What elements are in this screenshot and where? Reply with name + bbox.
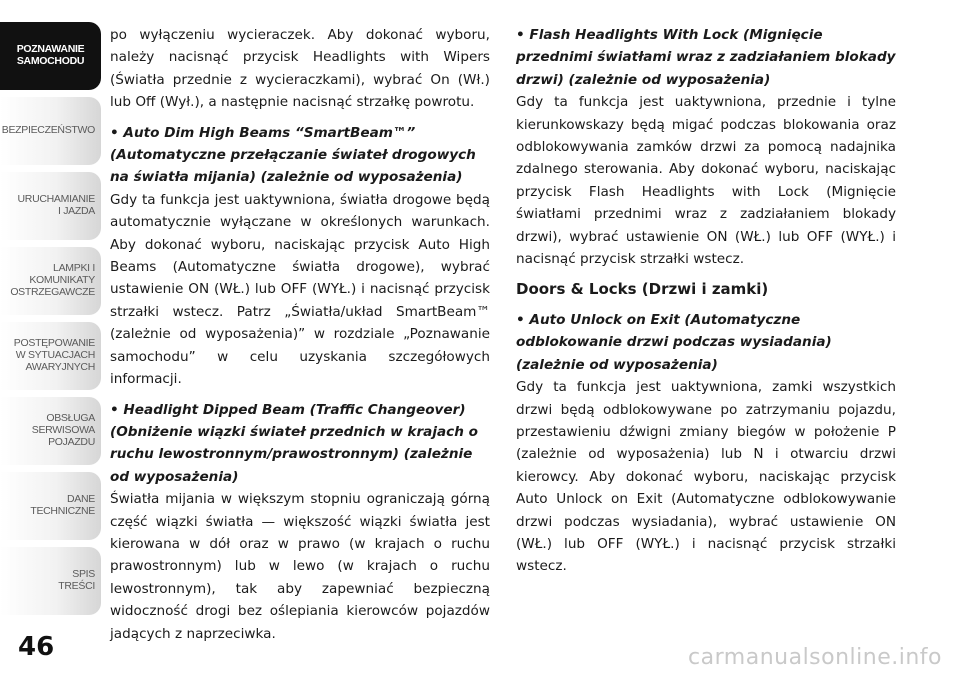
tab-lampki-i-komunikaty[interactable]: LAMPKI I KOMUNIKATY OSTRZEGAWCZE (0, 247, 101, 315)
page-number: 46 (18, 632, 55, 662)
paragraph: Gdy ta funkcja jest uaktywniona, światła drogowe będą automatycznie wyłączane w określonych warunkach. Aby dokonać wyboru, naciskając przycisk Auto High Beams (Automatyczne światła drogowe), wybrać ustawienie ON (WŁ.) lub OFF (WYŁ.) i nacisnąć przycisk strzałki wstecz. Patrz „Światła/układ SmartBeam™ (zależnie od wyposażenia)” w rozdziale „Poznawanie samochodu” w celu uzyskania szczegółowych informacji. (110, 191, 490, 388)
chapter-tabs (0, 22, 101, 622)
bullet-heading: • Headlight Dipped Beam (Traffic Changeover) (Obniżenie wiązki świateł przednich w krajach o ruchu lewostronnym/prawostronnym) (zależnie od wyposażenia) (110, 399, 490, 489)
right-column (516, 24, 896, 578)
tab-uruchamianie-i-jazda[interactable]: URUCHAMIANIE I JAZDA (0, 172, 101, 240)
tab-postepowanie-awaryjne[interactable]: POSTĘPOWANIE W SYTUACJACH AWARYJNYCH (0, 322, 101, 390)
paragraph: Światła mijania w większym stopniu ograniczają górną część wiązki światła — większość wiązki światła jest kierowana w dół oraz w prawo (w krajach o ruchu prawostronnym) lub w lewo (w krajach o ruchu lewostronnym), tak aby zapewniać bezpieczną widoczność drogi bez oślepiania kierowców pojazdów jadących z naprzeciwka. (110, 491, 490, 642)
paragraph: Gdy ta funkcja jest uaktywniona, przednie i tylne kierunkowskazy będą migać podczas blokowania oraz odblokowywania zamków drzwi za pomocą nadajnika zdalnego sterowania. Aby dokonać wyboru, naciskając przycisk Flash Headlights with Lock (Mignięcie światłami przednimi wraz z zadziałaniem blokady drzwi), wybrać ustawienie ON (WŁ.) lub OFF (WYŁ.) i nacisnąć przycisk strzałki wstecz. (516, 94, 896, 268)
tab-poznawanie-samochodu[interactable]: POZNAWANIE SAMOCHODU (0, 22, 101, 90)
bullet-heading: • Auto Dim High Beams “SmartBeam™” (Automatyczne przełączanie świateł drogowych na światła mijania) (zależnie od wyposażenia) (110, 122, 490, 189)
tab-dane-techniczne[interactable]: DANE TECHNICZNE (0, 472, 101, 540)
bullet-heading: • Auto Unlock on Exit (Automatyczne odblokowanie drzwi podczas wysiadania) (zależnie od wyposażenia) (516, 309, 896, 376)
watermark: carmanualsonline.info (688, 645, 942, 670)
section-heading: Doors & Locks (Drzwi i zamki) (516, 280, 769, 299)
tab-bezpieczenstwo[interactable]: BEZPIECZEŃSTWO (0, 97, 101, 165)
paragraph: po wyłączeniu wycieraczek. Aby dokonać wyboru, należy nacisnąć przycisk Headlights with Wipers (Światła przednie z wycieraczkami), wybrać On (Wł.) lub Off (Wył.), a następnie nacisnąć strzałkę powrotu. (110, 27, 490, 111)
left-column (110, 24, 490, 645)
tab-spis-tresci[interactable]: SPIS TREŚCI (0, 547, 101, 615)
tab-obsluga-serwisowa[interactable]: OBSŁUGA SERWISOWA POJAZDU (0, 397, 101, 465)
bullet-heading: • Flash Headlights With Lock (Mignięcie przednimi światłami wraz z zadziałaniem blokady drzwi) (zależnie od wyposażenia) (516, 24, 896, 91)
paragraph: Gdy ta funkcja jest uaktywniona, zamki wszystkich drzwi będą odblokowywane po zatrzymaniu pojazdu, przestawieniu dźwigni zmiany biegów w położenie P (zależnie od wyposażenia) lub N i otwarciu drzwi kierowcy. Aby dokonać wyboru, naciskając przycisk Auto Unlock on Exit (Automatyczne odblokowywanie drzwi podczas wysiadania), wybrać ustawienie ON (WŁ.) lub OFF (WYŁ.) i nacisnąć przycisk strzałki wstecz. (516, 379, 896, 575)
